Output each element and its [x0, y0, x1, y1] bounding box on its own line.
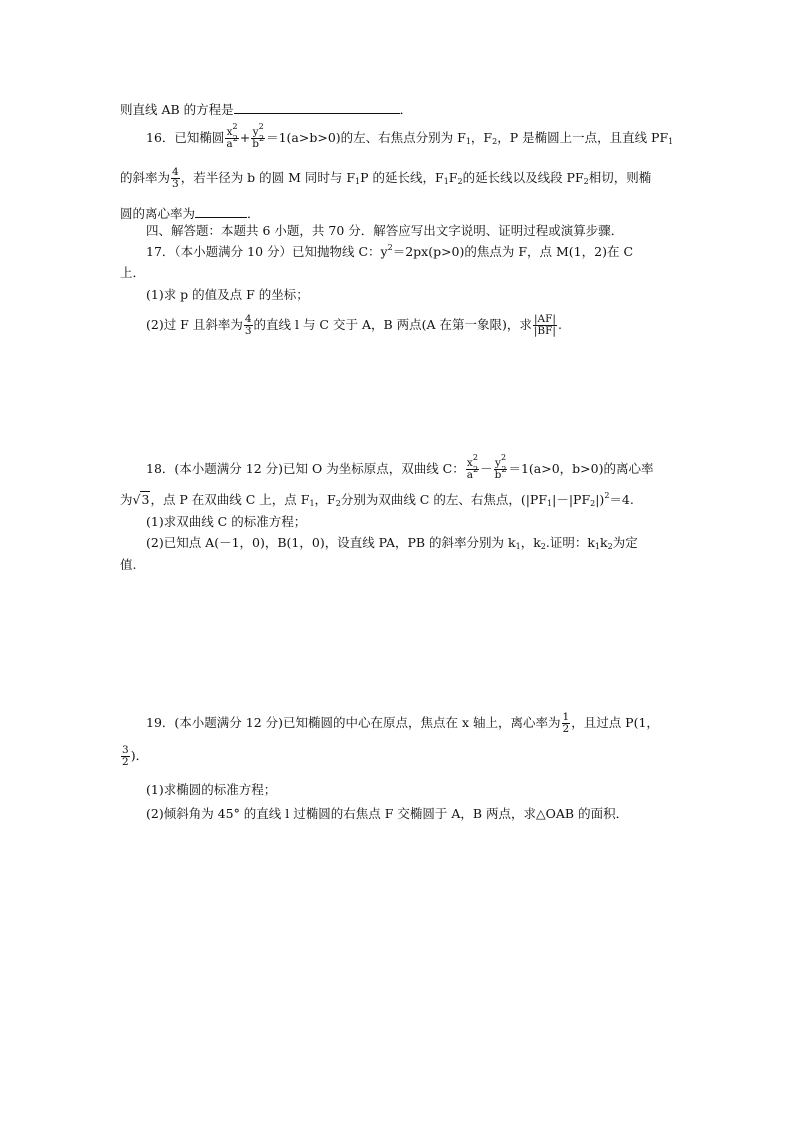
sqrt-3: √3 — [132, 492, 150, 507]
q19-part2: (2)倾斜角为 45° 的直线 l 过椭圆的右焦点 F 交椭圆于 A，B 两点，求△OAB 的面积． — [146, 806, 629, 821]
q18-part1: (1)求双曲线 C 的标准方程； — [146, 514, 307, 529]
q19-part1: (1)求椭圆的标准方程； — [146, 782, 277, 797]
answer-blank — [195, 205, 247, 218]
fraction-x2-a2: $\frac{x^2}{a^2}$ — [226, 122, 238, 150]
answer-blank — [234, 101, 400, 114]
q16-line2: 的斜率为 $\frac{4}{3}$ ，若半径为 b 的圆 M 同时与 $F_1P$ 的延长线，$F_1F_2$的延长线以及线段 $PF_2$相切，则椭 — [120, 166, 652, 190]
q16-line3: 圆的离心率为 ． — [120, 206, 260, 221]
fraction-af-bf: $\frac{|AF|}{|BF|}$ — [533, 313, 556, 337]
q15-tail: 则直线 AB 的方程是 ． — [120, 102, 413, 117]
q19-line1: 19．(本小题满分 12 分)已知椭圆的中心在原点，焦点在 x 轴上，离心率为 $\frac{1}{2}$ ，且过点 P(1， — [146, 711, 659, 735]
q19-line2: $\frac{3}{2}$ )． — [122, 744, 149, 768]
section-heading: 四、解答题：本题共 6 小题，共 70 分．解答应写出文字说明、证明过程或演算步骤． — [146, 223, 624, 238]
q18-line1: 18．(本小题满分 12 分)已知 O 为坐标原点，双曲线 C： $\frac{x^2}{a^2}$ － $\frac{y^2}{b^2}$ ＝1(a>0，b>0)的离心率 — [146, 453, 654, 481]
fraction-1-2: $\frac{1}{2}$ — [562, 711, 570, 735]
fraction-y2-b2: $\frac{y^2}{b^2}$ — [494, 453, 507, 481]
fraction-3-2: $\frac{3}{2}$ — [122, 744, 129, 768]
q17-part1: (1)求 p 的值及点 F 的坐标； — [146, 287, 309, 302]
q17-line1: 17．（本小题满分 10 分）已知抛物线 C：$y^2=2px(p>0)$的焦点为 F，点 M(1，2)在 C — [146, 243, 634, 259]
q18-line2: 为√3，点 P 在双曲线 C 上，点 $F_1$，$F_2$分别为双曲线 C 的左、右焦点，$(|PF_1|-|PF_2|)^2=4$. — [120, 491, 634, 508]
q17-part2: (2)过 F 且斜率为 $\frac{4}{3}$ 的直线 l 与 C 交于 A，B 两点(A 在第一象限)，求 $\frac{|AF|}{|BF|}$ . — [146, 313, 562, 337]
q16-line1: 16．已知椭圆 $\frac{x^2}{a^2}$ + $\frac{y^2}{b^2}$ ＝1(a>b>0)的左、右焦点分别为 $F_1$，$F_2$，P 是椭圆上一点，且直线 $PF_1$ — [146, 122, 674, 150]
fraction-x2-a2: $\frac{x^2}{a^2}$ — [466, 453, 479, 481]
q18-part2: (2)已知点 A(－1，0)，B(1，0)，设直线 PA，PB 的斜率分别为 $k_1$，$k_2$.证明：$k_1k_2$为定 — [146, 535, 638, 551]
fraction-y2-b2: $\frac{y^2}{b^2}$ — [252, 122, 265, 150]
fraction-4-3: $\frac{4}{3}$ — [172, 166, 179, 190]
q17-line2: 上． — [120, 265, 146, 280]
fraction-4-3: $\frac{4}{3}$ — [244, 313, 252, 337]
q18-line-cont: 值. — [120, 557, 137, 572]
